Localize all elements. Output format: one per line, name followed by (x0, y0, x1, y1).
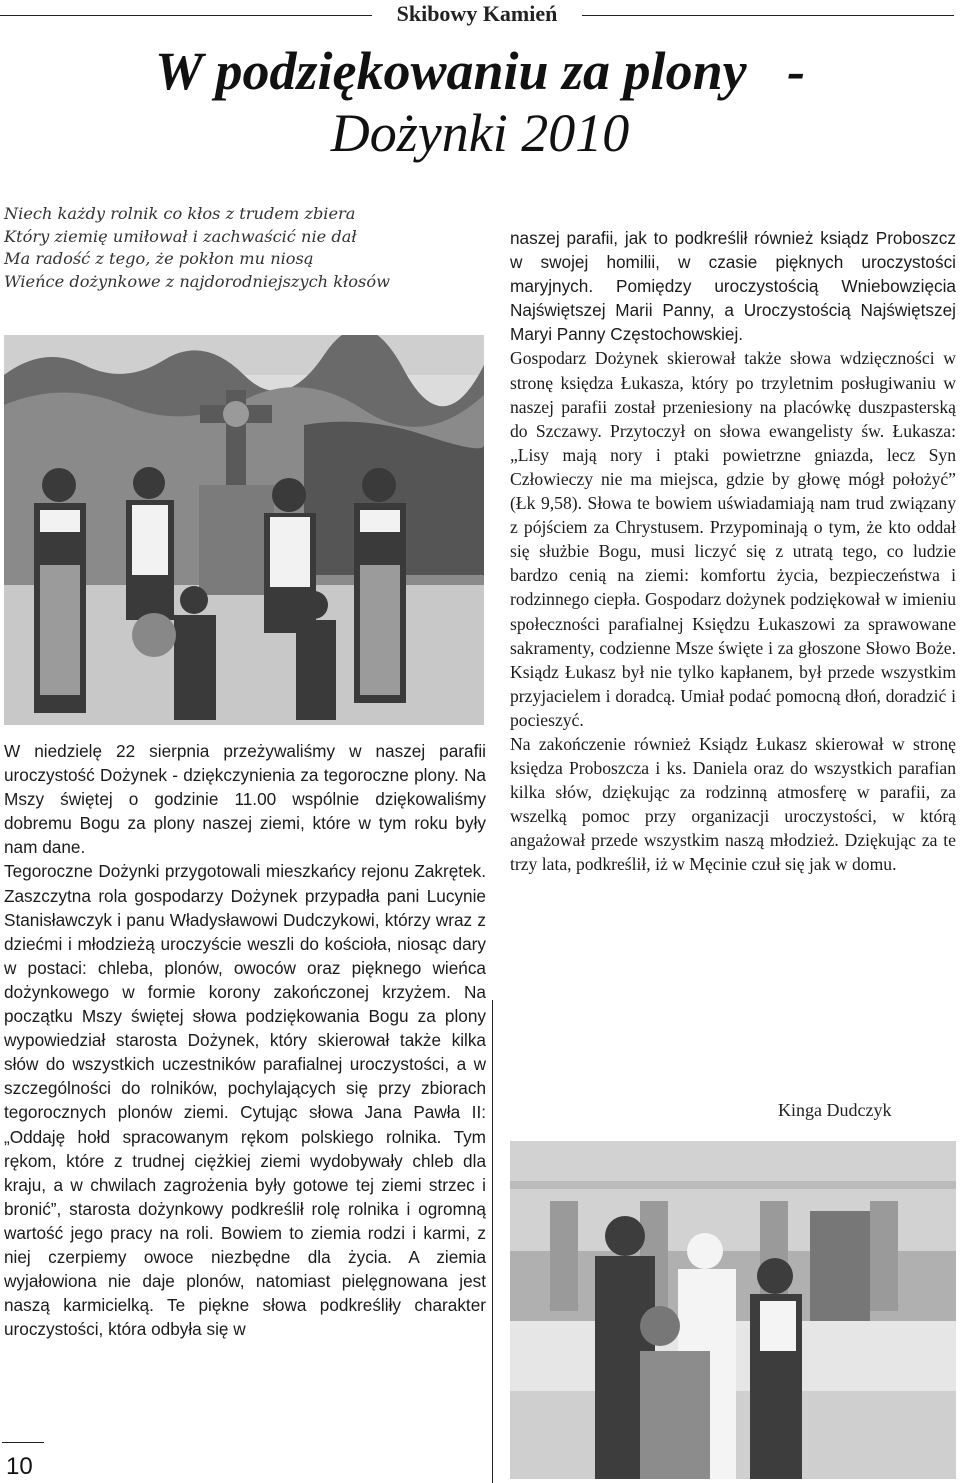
article-title-line-2: Dożynki 2010 (330, 103, 630, 163)
poem-line: Który ziemię umiłował i zachwaścić nie dał (4, 226, 357, 246)
article-paragraph: Gospodarz Dożynek skierował także słowa wdzięczności w stronę księdza Łukasza, który po trzyletnim posługiwaniu w naszej parafii został przeniesiony na placówkę duszpasterską do Szczawy. Przytoczył on słowa ewangelisty św. Łukasza: „Lisy mają nory i ptaki powietrzne gniazda, lecz Syn Człowieczy nie ma miejsca, gdzie by głowę mógł położyć” (Łk 9,58). Słowa te bowiem uświadamiają nam trud związany z pójściem za Chrystusem. Przypominają o tym, że kto oddał się służbie Bogu, musi liczyć się z utratą tego, co ludzie bardzo cenią na ziemi: komfortu życia, bezpieczeństwa i rodzinnego ciepła. Gospodarz dożynek podziękował w imieniu społeczności parafialnej Księdzu Łukaszowi za sprawowane sakramenty, codzienne Msze święte i za głoszone Słowo Boże. Ksiądz Łukasz był nie tylko kapłanem, był przede wszystkim przyjacielem i doradcą. Umiał podać pomocną dłoń, doradzić i pocieszyć. (510, 348, 956, 730)
column-rule (492, 1000, 493, 1483)
right-column (510, 226, 956, 877)
article-paragraph: W niedzielę 22 sierpnia przeżywaliśmy w naszej parafii uroczystość Dożynek - dziękczynienia za tegoroczne plony. Na Mszy świętej o godzinie 11.00 wspólnie dziękowaliśmy dobremu Bogu za plony naszej ziemi, które w tym roku były nam dane. (4, 741, 486, 858)
article-title-line-1: W podziękowaniu za plony - (154, 41, 806, 101)
article-paragraph: Na zakończenie również Ksiądz Łukasz skierował w stronę księdza Proboszcza i ks. Daniela oraz do wszystkich parafian kilka słów, dziękując za rodzinną atmosferę w parafii, za wszelką pomoc przy organizacji uroczystości, w którą angażował przede wszystkim naszą młodzież. Dziękując za te trzy lata, podkreślił, iż w Męcinie czuł się jak w domu. (510, 733, 956, 875)
running-head: Skibowy Kamień (396, 1, 558, 26)
page-number-rule (2, 1442, 44, 1443)
article-paragraph: naszej parafii, jak to podkreślił również ksiądz Proboszcz w swojej homilii, w czasie pięknych uroczystości maryjnych. Pomiędzy uroczystością Wniebowzięcia Najświętszej Marii Panny, a Uroczystością Najświętszej Maryi Panny Częstochowskiej. (510, 228, 956, 345)
header-rule-right (582, 15, 954, 16)
left-column (4, 739, 486, 1341)
header-rule-left (0, 15, 372, 16)
poem-line: Wieńce dożynkowe z najdorodniejszych kłosów (4, 271, 390, 291)
page-number: 10 (6, 1453, 33, 1480)
poem-line: Ma radość z tego, że pokłon mu niosą (4, 249, 314, 268)
author-signature: Kinga Dudczyk (778, 1100, 892, 1120)
procession-photo (4, 335, 484, 725)
church-interior-photo (510, 1141, 956, 1479)
poem-line: Niech każdy rolnik co kłos z trudem zbiera (4, 204, 356, 223)
poem (4, 203, 484, 293)
article-paragraph: Tegoroczne Dożynki przygotowali mieszkańcy rejonu Zakrętek. Zaszczytna rola gospodarzy Dożynek przypadła pani Lucynie Stanisławczyk i panu Władysławowi Dudczykowi, którzy wraz z dziećmi i młodzieżą uroczyście weszli do kościoła, niosąc dary w postaci: chleba, plonów, owoców oraz pięknego wieńca dożynkowego w formie korony zakończonej krzyżem. Na początku Mszy świętej słowa podziękowania Bogu za plony wypowiedział starosta Dożynek, który skierował także kilka słów do wszystkich uczestników parafialnej uroczystości, a w szczególności do rolników, pochylających się przy zbiorach tegorocznych plonów ziemi. Cytując słowa Jana Pawła II: „Oddaję hołd spracowanym rękom polskiego rolnika. Tym rękom, które z trudnej ciężkiej ziemi wydobywały chleb dla kraju, a w chwilach zagrożenia były gotowe tej ziemi strzec i bronić”, starosta dożynkowy podkreślił rolę rolnika i ogromną wartość jego pracy na roli. Bowiem to ziemia rodzi i karmi, z niej czerpiemy owoce niezbędne dla życia. A ziemia wyjałowiona nie daje plonów, natomiast pielęgnowana jest naszą karmicielką. Te piękne słowa podkreśliły charakter uroczystości, która odbyła się w (4, 861, 486, 1340)
